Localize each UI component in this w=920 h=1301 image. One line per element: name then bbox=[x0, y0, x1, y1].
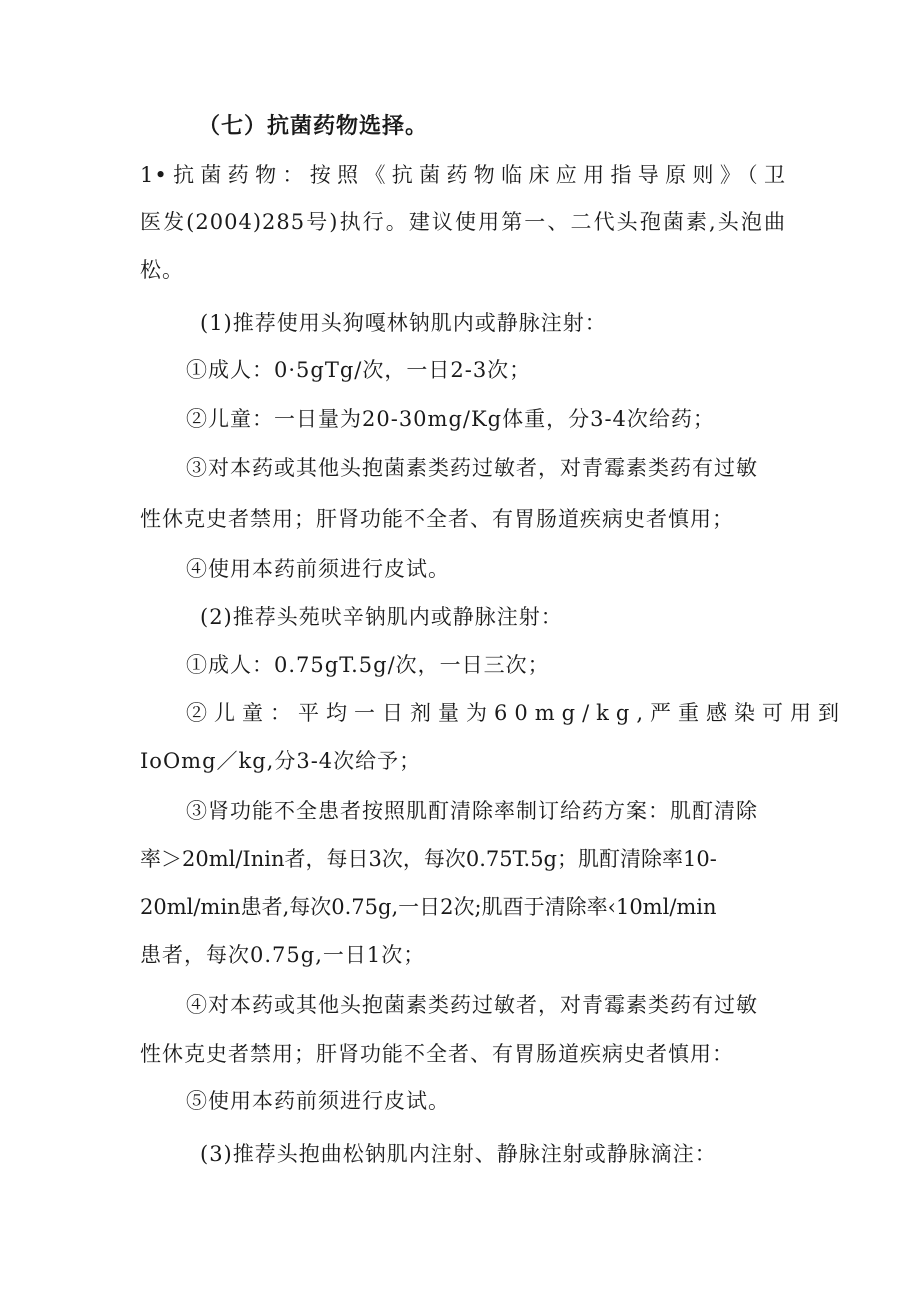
paragraph-line: IoOmg／kg,分3-4次给予； bbox=[140, 749, 422, 773]
paragraph-line: 性休克史者禁用；肝肾功能不全者、有胃肠道疾病史者慎用： bbox=[140, 1042, 734, 1066]
paragraph-line: ②儿童：一日量为20-30mg/Kg体重，分3-4次给药； bbox=[186, 407, 715, 431]
paragraph-line: 性休克史者禁用；肝肾功能不全者、有胃肠道疾病史者慎用； bbox=[140, 507, 734, 531]
paragraph-line: ①成人：0.75gT.5g/次，一日三次； bbox=[186, 653, 550, 677]
paragraph-line: (2)推荐头苑吠辛钠肌内或静脉注射： bbox=[200, 605, 563, 629]
paragraph-line: (1)推荐使用头狗嘎林钠肌内或静脉注射： bbox=[200, 311, 607, 335]
paragraph-line: ③肾功能不全患者按照肌酊清除率制订给药方案：肌酊清除 bbox=[186, 799, 758, 823]
paragraph-line: ①成人：0·5gTg/次，一日2-3次； bbox=[186, 358, 532, 382]
paragraph-line: 医发(2004)285号)执行。建议使用第一、二代头孢菌素,头泡曲 bbox=[140, 210, 786, 234]
paragraph-line: ④对本药或其他头抱菌素类药过敏者，对青霉素类药有过敏 bbox=[186, 993, 758, 1017]
section-heading: （七）抗菌药物选择。 bbox=[198, 114, 429, 139]
paragraph-line: 患者，每次0.75g,一日1次； bbox=[140, 943, 426, 967]
paragraph-line: ②儿童：平均一日剂量为60mg/kg,严重感染可用到 bbox=[186, 701, 846, 725]
paragraph-line: (3)推荐头抱曲松钠肌内注射、静脉注射或静脉滴注： bbox=[200, 1142, 717, 1166]
paragraph-line: 松。 bbox=[140, 258, 184, 282]
paragraph-line: ④使用本药前须进行皮试。 bbox=[186, 557, 450, 581]
paragraph-line: 率＞20ml/Inin者，每日3次，每次0.75T.5g；肌酊清除率10- bbox=[140, 847, 717, 871]
paragraph-line: ⑤使用本药前须进行皮试。 bbox=[186, 1089, 450, 1113]
paragraph-line: 1•抗菌药物：按照《抗菌药物临床应用指导原则》（卫 bbox=[140, 163, 786, 187]
paragraph-line: ③对本药或其他头抱菌素类药过敏者，对青霉素类药有过敏 bbox=[186, 456, 758, 480]
paragraph-line: 20ml/min患者,每次0.75g,一日2次;肌酉于清除率‹10ml/min bbox=[140, 895, 717, 919]
